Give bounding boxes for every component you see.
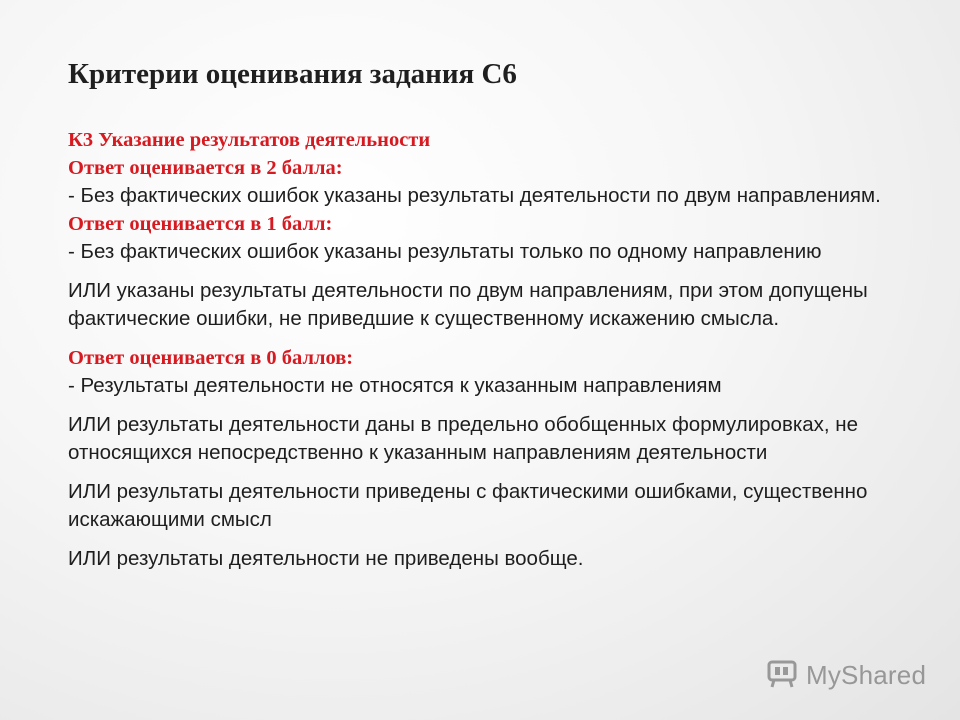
myshared-watermark: [766, 656, 926, 695]
criteria-body: [68, 126, 938, 573]
score-2-text: - Без фактических ошибок указаны результаты деятельности по двум направлениям.: [68, 184, 881, 207]
score-0-header: Ответ оценивается в 0 баллов:: [68, 347, 354, 369]
score-0-alternative-2-line-2: искажающими смысл: [68, 508, 272, 531]
score-0-alternative-1-line-2: относящихся непосредственно к указанным направлениям деятельности: [68, 441, 768, 464]
slide-title: Критерии оценивания задания С6: [68, 58, 517, 90]
criterion-heading: К3 Указание результатов деятельности: [68, 129, 431, 151]
myshared-logo-icon: [766, 656, 800, 695]
score-1-text: - Без фактических ошибок указаны результаты только по одному направлению: [68, 240, 822, 263]
score-0-alternative-3: ИЛИ результаты деятельности не приведены вообще.: [68, 547, 584, 570]
score-0-alternative-1-line-1: ИЛИ результаты деятельности даны в предельно обобщенных формулировках, не: [68, 413, 859, 436]
score-2-header: Ответ оценивается в 2 балла:: [68, 157, 343, 179]
score-0-text: - Результаты деятельности не относятся к указанным направлениям: [68, 374, 722, 397]
score-1-alternative-line-1: ИЛИ указаны результаты деятельности по двум направлениям, при этом допущены: [68, 279, 868, 302]
score-1-header: Ответ оценивается в 1 балл:: [68, 213, 333, 235]
watermark-text: MyShared: [806, 660, 927, 690]
score-0-alternative-2-line-1: ИЛИ результаты деятельности приведены с фактическими ошибками, существенно: [68, 480, 868, 503]
score-1-alternative-line-2: фактические ошибки, не приведшие к существенному искажению смысла.: [68, 307, 780, 330]
